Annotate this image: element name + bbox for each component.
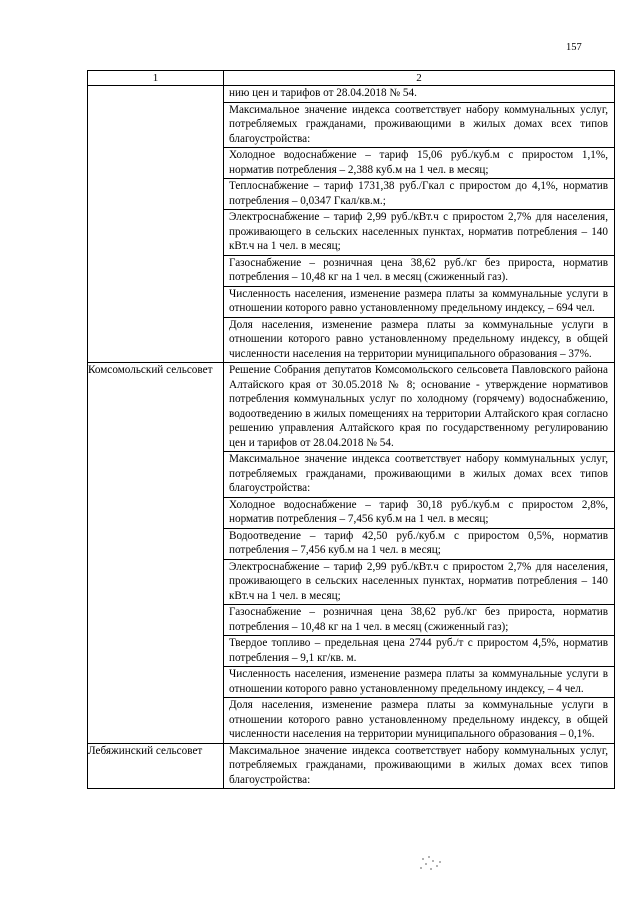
scan-speckle <box>418 856 444 870</box>
settlement-name-cell: Лебяжинский сельсовет <box>88 743 224 789</box>
column-header-1: 1 <box>88 71 224 86</box>
description-paragraph: нию цен и тарифов от 28.04.2018 № 54. <box>224 86 614 103</box>
table-row <box>88 743 615 789</box>
description-paragraph: Газоснабжение – розничная цена 38,62 руб./кг без прироста, норматив потребления – 10,48 кг на 1 чел. в месяц (сжиженный газ). <box>224 256 614 287</box>
tariff-table <box>87 70 615 789</box>
description-cell <box>224 743 615 789</box>
description-paragraph: Максимальное значение индекса соответствует набору коммунальных услуг, потребляемых гражданами, проживающими в жилых домах всех типов благоустройства: <box>224 103 614 149</box>
description-paragraph: Холодное водоснабжение – тариф 15,06 руб./куб.м с приростом 1,1%, норматив потребления – 2,388 куб.м на 1 чел. в месяц; <box>224 148 614 179</box>
description-paragraph: Водоотведение – тариф 42,50 руб./куб.м с приростом 0,5%, норматив потребления – 7,456 куб.м на 1 чел. в месяц; <box>224 529 614 560</box>
description-paragraph: Численность населения, изменение размера платы за коммунальные услуги в отношении которого равно установленному предельному индексу, – 694 чел. <box>224 287 614 318</box>
table-row <box>88 86 615 363</box>
description-paragraph: Твердое топливо – предельная цена 2744 руб./т с приростом 4,5%, норматив потребления – 9,1 кг/кв. м. <box>224 636 614 667</box>
page-number: 157 <box>566 42 582 53</box>
description-cell <box>224 363 615 744</box>
description-paragraph: Электроснабжение – тариф 2,99 руб./кВт.ч с приростом 2,7% для населения, проживающего в сельских населенных пунктах, норматив потребления – 140 кВт.ч на 1 чел. в месяц; <box>224 210 614 256</box>
description-paragraph: Доля населения, изменение размера платы за коммунальные услуги в отношении которого равно установленному предельному индексу, в общей численности населения на территории муниципального образования – 0,1%. <box>229 699 608 740</box>
table-row <box>88 363 615 744</box>
settlement-name-cell: Комсомольский сельсовет <box>88 363 224 744</box>
description-paragraph: Максимальное значение индекса соответствует набору коммунальных услуг, потребляемых гражданами, проживающими в жилых домах всех типов благоустройства: <box>229 744 608 786</box>
description-paragraph: Теплоснабжение – тариф 1731,38 руб./Гкал с приростом до 4,1%, норматив потребления – 0,0347 Гкал/кв.м.; <box>224 179 614 210</box>
description-paragraph: Электроснабжение – тариф 2,99 руб./кВт.ч с приростом 2,7% для населения, проживающего в сельских населенных пунктах, норматив потребления – 140 кВт.ч на 1 чел. в месяц; <box>224 560 614 606</box>
description-paragraph: Холодное водоснабжение – тариф 30,18 руб./куб.м с приростом 2,8%, норматив потребления – 7,456 куб.м на 1 чел. в месяц; <box>224 498 614 529</box>
description-cell <box>224 86 615 363</box>
description-paragraph: Численность населения, изменение размера платы за коммунальные услуги в отношении которого равно установленному предельному индексу, – 4 чел. <box>224 667 614 698</box>
description-paragraph: Газоснабжение – розничная цена 38,62 руб./кг без прироста, норматив потребления – 10,48 кг на 1 чел. в месяц (сжиженный газ); <box>224 605 614 636</box>
column-header-2: 2 <box>224 71 615 86</box>
description-paragraph: Решение Собрания депутатов Комсомольского сельсовета Павловского района Алтайского края от 30.05.2018 № 8; основание - утверждение нормативов потребления коммунальных услуг по холодному (горячему) водоснабжению, водоотведению в жилых помещениях на территории Алтайского края согласно решению управления Алтайского края по государственному регулированию цен и тарифов от 28.04.2018 № 54. <box>224 363 614 452</box>
table-header-row <box>88 71 615 86</box>
description-paragraph: Доля населения, изменение размера платы за коммунальные услуги в отношении которого равно установленному предельному индексу, в общей численности населения на территории муниципального образования – 37%. <box>229 318 608 360</box>
description-paragraph: Максимальное значение индекса соответствует набору коммунальных услуг, потребляемых гражданами, проживающими в жилых домах всех типов благоустройства: <box>224 452 614 498</box>
settlement-name-cell <box>88 86 224 363</box>
